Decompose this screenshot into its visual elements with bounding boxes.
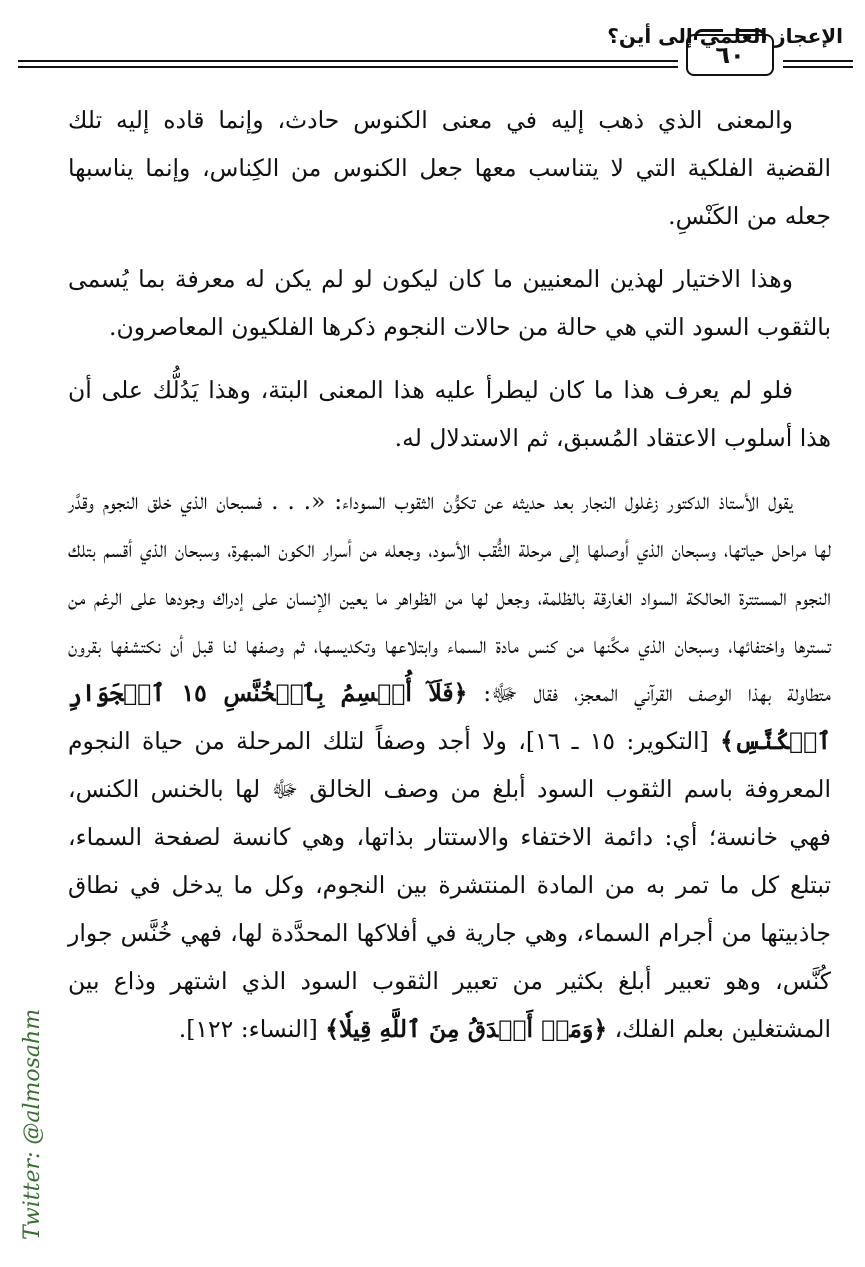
page-header [18, 20, 853, 80]
verse-reference: [النساء: ١٢٢]. [178, 1015, 318, 1043]
paragraph: وهذا الاختيار لهذين المعنيين ما كان ليكون لو لم يكن له معرفة بما يُسمى بالثقوب السود التي هي حالة من حالات النجوم ذكرها الفلكيون المعاصرون. [68, 265, 831, 341]
quran-verse: ﴿فَلَآ أُقۡسِمُ بِٱلۡخُنَّسِ ١٥ ٱلۡجَوَارِ ٱلۡكُنَّسِ﴾ [68, 679, 831, 755]
header-rule [18, 60, 678, 62]
quote-text: يقول الأستاذ الدكتور زغلول النجار بعد حديثه عن تكوُّن الثقوب السوداء: «. . . فسبحان الذي خلق النجوم وقدَّر لها مراحل حياتها، وسبحان الذي أوصلها إلى مرحلة الثُّقب الأسود، وجعله من أسرار الكون المبهرة، وسبحان الذي أقسم بتلك النجوم المستترة الحالكة السواد الغارقة بالظلمة، وجعل لها من الظواهر ما يعين الإنسان على إدراك وجودها على الرغم من تسترها واختفائها، وسبحان الذي مكَّنها من كنس مادة السماء وابتلاعها وتكديسها، ثم وصفها لنا قبل أن نكتشفها بقرون متطاولة بهذا الوصف القرآني المعجز، فقال ﷻ: [68, 487, 831, 707]
header-rule [18, 66, 678, 68]
verse-reference: [التكوير: ١٥ ـ ١٦]، [518, 727, 709, 755]
paragraph: والمعنى الذي ذهب إليه في معنى الكنوس حادث، وإنما قاده إليه تلك القضية الفلكية التي لا يتناسب معها جعل الكنوس من الكِناس، وإنما يناسبها جعله من الكَنْسِ. [68, 106, 831, 230]
page-number-frame [686, 34, 774, 76]
paragraph: فلو لم يعرف هذا ما كان ليطرأ عليه هذا المعنى البتة، وهذا يَدُلُّك على أن هذا أسلوب الاعتقاد المُسبق، ثم الاستدلال له. [68, 376, 831, 452]
quote-paragraph [68, 477, 831, 1053]
running-title: الإعجاز العلمي إلى أين؟ [607, 24, 843, 48]
quran-verse: ﴿وَمَنۡ أَصۡدَقُ مِنَ ٱللَّهِ قِيلٗا﴾ [325, 1015, 608, 1043]
page-number: ٦٠ [715, 41, 745, 69]
quote-text: ولا أجد وصفاً لتلك المرحلة من حياة النجوم المعروفة باسم الثقوب السود أبلغ من وصف الخالق ﷻ لها بالخنس الكنس، فهي خانسة؛ أي: دائمة الاختفاء والاستتار بذاتها، وهي كانسة لصفحة السماء، تبتلع كل ما تمر به من المادة المنتشرة بين النجوم، وكل ما يدخل في نطاق جاذبيتها من أجرام السماء، وهي جارية في أفلاكها المحدَّدة لها، فهي خُنَّس جوار كُنَّس، وهو تعبير أبلغ بكثير من تعبير الثقوب السود الذي اشتهر وذاع بين المشتغلين بعلم الفلك، [68, 727, 831, 1043]
page-body [68, 96, 831, 1068]
header-rule [783, 60, 853, 62]
watermark: Twitter: @almosahm [20, 1008, 45, 1240]
header-rule [783, 66, 853, 68]
